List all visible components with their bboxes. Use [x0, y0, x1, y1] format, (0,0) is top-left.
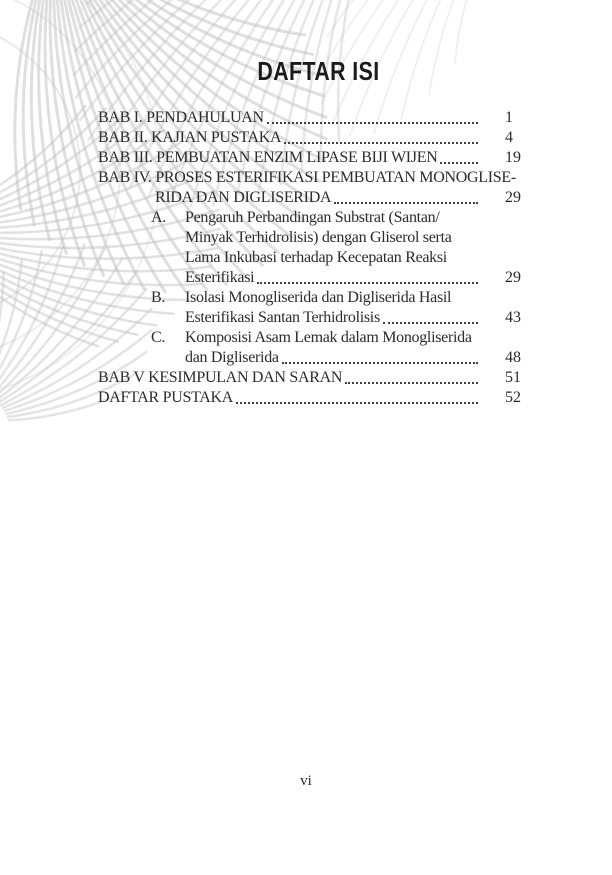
toc-entry: [98, 268, 539, 288]
dot-leader: [345, 368, 478, 384]
toc-page-number: 19: [505, 149, 521, 166]
toc-entry: [98, 228, 539, 248]
dot-leader: [284, 128, 478, 144]
toc-page-number: 4: [505, 129, 513, 146]
toc-entry-letter: A.: [151, 209, 166, 226]
toc-entry: [98, 348, 539, 368]
toc-entry-text: Esterifikasi Santan Terhidrolisis: [185, 309, 380, 326]
page-content: [0, 0, 612, 408]
page-title: DAFTAR ISI: [257, 56, 380, 86]
toc-entry-letter: C.: [151, 329, 166, 346]
toc-entry-text: Lama Inkubasi terhadap Kecepatan Reaksi: [185, 249, 447, 266]
page-number: vi: [300, 773, 312, 789]
toc-page-number: 51: [505, 369, 521, 386]
toc-entry-text: Esterifikasi: [185, 269, 255, 286]
toc-entry: [98, 108, 539, 128]
toc-entry-letter: B.: [151, 289, 166, 306]
toc-entry-text: RIDA DAN DIGLISERIDA: [155, 189, 332, 206]
toc-entry-text: BAB V KESIMPULAN DAN SARAN: [98, 369, 343, 386]
toc-page-number: 1: [505, 109, 513, 126]
toc-page-number: 29: [505, 189, 521, 206]
dot-leader: [383, 308, 478, 324]
toc-entry-text: Isolasi Monogliserida dan Digliserida Hasil: [185, 289, 452, 306]
toc-entry: [98, 308, 539, 328]
toc-entry: [98, 388, 539, 408]
toc-entry: [98, 168, 539, 188]
toc-entry-text: Pengaruh Perbandingan Substrat (Santan/: [185, 209, 440, 226]
toc-entry-text: DAFTAR PUSTAKA: [98, 389, 234, 406]
toc-page-number: 29: [505, 269, 521, 286]
toc-page-number: 48: [505, 349, 521, 366]
toc-entry: [98, 288, 539, 308]
toc-entry-text: BAB IV. PROSES ESTERIFIKASI PEMBUATAN MONOGLISE-: [98, 169, 516, 186]
toc-entry-text: BAB III. PEMBUATAN ENZIM LIPASE BIJI WIJEN: [98, 149, 438, 166]
toc-entry-text: BAB II. KAJIAN PUSTAKA: [98, 129, 282, 146]
toc-list: [98, 108, 539, 408]
toc-page-number: 52: [505, 389, 521, 406]
dot-leader: [236, 388, 478, 404]
toc-entry: [98, 328, 539, 348]
dot-leader: [282, 348, 478, 364]
toc-entry: [98, 148, 539, 168]
toc-page-number: 43: [505, 309, 521, 326]
toc-entry-text: dan Digliserida: [185, 349, 279, 366]
toc-entry: [98, 188, 539, 208]
toc-entry-text: BAB I. PENDAHULUAN: [98, 109, 264, 126]
toc-entry-text: Minyak Terhidrolisis) dengan Gliserol serta: [185, 229, 452, 246]
toc-entry: [98, 248, 539, 268]
toc-entry: [98, 128, 539, 148]
dot-leader: [267, 108, 478, 124]
dot-leader: [257, 268, 478, 284]
dot-leader: [334, 188, 478, 204]
toc-entry: [98, 208, 539, 228]
toc-entry-text: Komposisi Asam Lemak dalam Monogliserida: [185, 329, 472, 346]
dot-leader: [440, 148, 478, 164]
toc-entry: [98, 368, 539, 388]
